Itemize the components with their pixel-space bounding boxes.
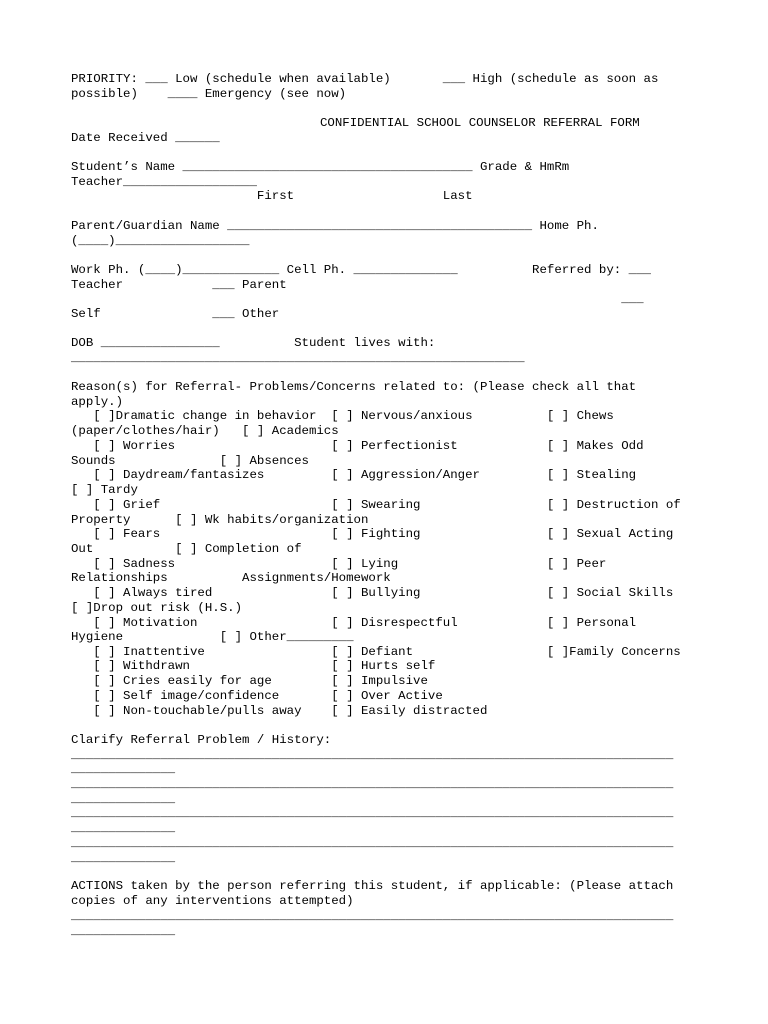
reason-line: [ ] Tardy bbox=[71, 483, 138, 497]
reason-line: [ ] Withdrawn [ ] Hurts self bbox=[71, 659, 436, 673]
reason-line: [ ] Worries [ ] Perfectionist [ ] Makes Odd bbox=[71, 439, 644, 453]
form-title: CONFIDENTIAL SCHOOL COUNSELOR REFERRAL FORM bbox=[320, 116, 640, 130]
reason-line: Relationships Assignments/Homework bbox=[71, 571, 391, 585]
reason-line: Out [ ] Completion of bbox=[71, 542, 302, 556]
clarify-rule-long: _________________________________________________________________________________ bbox=[71, 748, 674, 762]
referred-by-extra-blank: ___ bbox=[71, 292, 644, 306]
clarify-rule-short: ______________ bbox=[71, 821, 176, 835]
reason-line: [ ]Dramatic change in behavior [ ] Nervous/anxious [ ] Chews bbox=[71, 409, 614, 423]
clarify-rule-short: ______________ bbox=[71, 851, 176, 865]
clarify-rule-long: _________________________________________________________________________________ bbox=[71, 806, 674, 820]
clarify-rule-long: _________________________________________________________________________________ bbox=[71, 777, 674, 791]
student-name-field: Student’s Name _______________________________________ Grade & HmRm bbox=[71, 160, 570, 174]
date-received-field: Date Received ______ bbox=[71, 131, 220, 145]
reason-line: [ ] Inattentive [ ] Defiant [ ]Family Concerns bbox=[71, 645, 681, 659]
reason-line: (paper/clothes/hair) [ ] Academics bbox=[71, 424, 339, 438]
reason-line: [ ] Self image/confidence [ ] Over Active bbox=[71, 689, 443, 703]
reason-line: [ ]Drop out risk (H.S.) bbox=[71, 601, 243, 615]
clarify-rule-short: ______________ bbox=[71, 762, 176, 776]
teacher-field: Teacher__________________ bbox=[71, 175, 257, 189]
clarify-label: Clarify Referral Problem / History: bbox=[71, 733, 332, 747]
reason-line: [ ] Daydream/fantasizes [ ] Aggression/Anger [ ] Stealing bbox=[71, 468, 637, 482]
referred-by-self-other: Self ___ Other bbox=[71, 307, 280, 321]
lives-with-blank: _____________________________________________________________ bbox=[71, 351, 525, 365]
reason-line: [ ] Grief [ ] Swearing [ ] Destruction of bbox=[71, 498, 681, 512]
phones-referred-by-line: Work Ph. (____)_____________ Cell Ph. ______________ Referred by: ___ bbox=[71, 263, 651, 277]
clarify-rule-long: _________________________________________________________________________________ bbox=[71, 836, 674, 850]
reason-line: Property [ ] Wk habits/organization bbox=[71, 513, 369, 527]
reason-line: [ ] Non-touchable/pulls away [ ] Easily distracted bbox=[71, 704, 488, 718]
home-phone-field: (____)__________________ bbox=[71, 234, 250, 248]
name-first-last-labels: First Last bbox=[71, 189, 473, 203]
reason-line: [ ] Sadness [ ] Lying [ ] Peer bbox=[71, 557, 607, 571]
reason-line: Sounds [ ] Absences bbox=[71, 454, 309, 468]
actions-rule-long: _________________________________________________________________________________ bbox=[71, 909, 674, 923]
reasons-intro-1: Reason(s) for Referral- Problems/Concerns related to: (Please check all that bbox=[71, 380, 637, 394]
actions-label-2: copies of any interventions attempted) bbox=[71, 894, 354, 908]
priority-line-2: possible) ____ Emergency (see now) bbox=[71, 87, 347, 101]
referred-by-teacher-parent: Teacher ___ Parent bbox=[71, 278, 287, 292]
reason-line: [ ] Always tired [ ] Bullying [ ] Social Skills bbox=[71, 586, 674, 600]
parent-guardian-field: Parent/Guardian Name _________________________________________ Home Ph. bbox=[71, 219, 599, 233]
dob-lives-with-line: DOB ________________ Student lives with: bbox=[71, 336, 436, 350]
reasons-intro-2: apply.) bbox=[71, 395, 124, 409]
reason-line: [ ] Motivation [ ] Disrespectful [ ] Personal bbox=[71, 616, 637, 630]
priority-line-1: PRIORITY: ___ Low (schedule when available) ___ High (schedule as soon as bbox=[71, 72, 659, 86]
actions-rule-short: ______________ bbox=[71, 924, 176, 938]
reason-line: [ ] Fears [ ] Fighting [ ] Sexual Acting bbox=[71, 527, 674, 541]
reason-line: [ ] Cries easily for age [ ] Impulsive bbox=[71, 674, 428, 688]
actions-label-1: ACTIONS taken by the person referring this student, if applicable: (Please attach bbox=[71, 879, 674, 893]
clarify-rule-short: ______________ bbox=[71, 792, 176, 806]
reason-line: Hygiene [ ] Other_________ bbox=[71, 630, 354, 644]
